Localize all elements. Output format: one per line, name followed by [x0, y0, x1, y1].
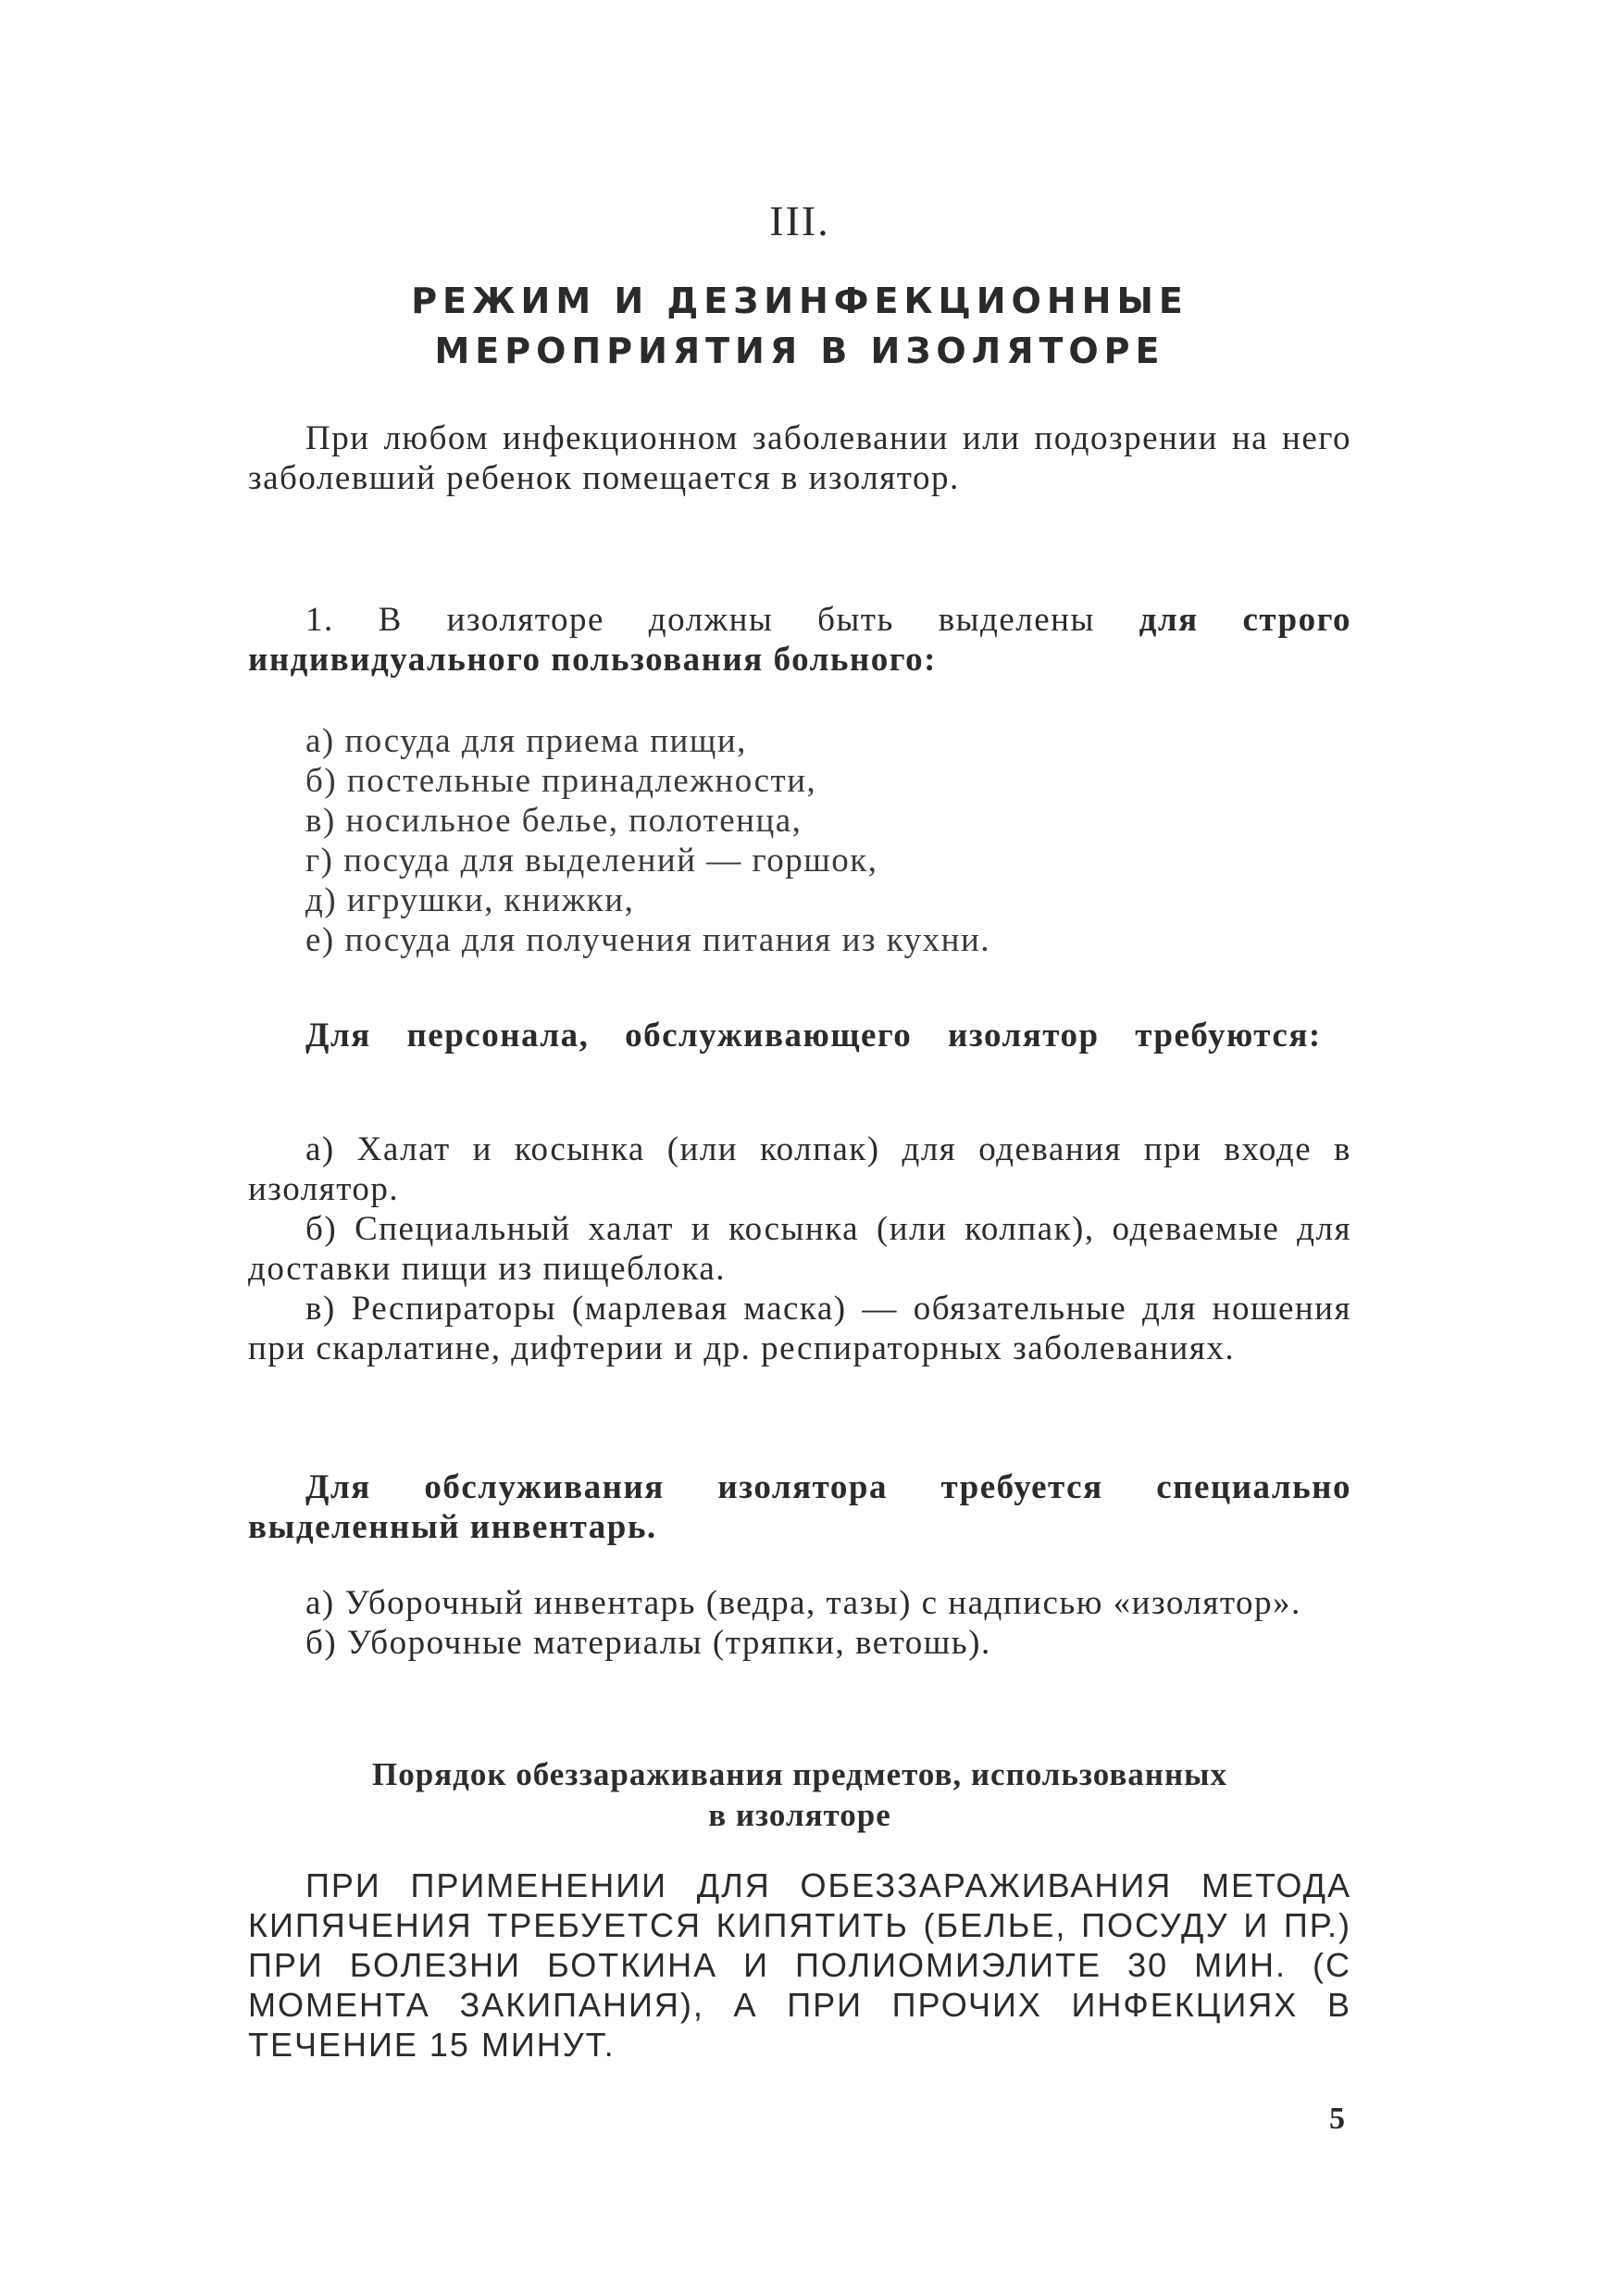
section-title-line-1: РЕЖИМ И ДЕЗИНФЕКЦИОННЫЕ	[411, 281, 1189, 321]
section-number: III.	[769, 197, 830, 244]
inventory-list	[248, 1583, 1351, 1663]
list-item: в) носильное белье, полотенца,	[305, 802, 803, 840]
list-item: б) постельные принадлежности,	[305, 762, 817, 800]
item-1-lead: 1. В изоляторе должны быть выделены	[305, 601, 1139, 639]
page-number: 5	[1329, 2102, 1345, 2136]
list-item: а) посуда для приема пищи,	[305, 722, 747, 760]
inventory-heading: Для обслуживания изолятора требуется специально выделенный инвентарь.	[248, 1468, 1351, 1546]
disinfection-heading-line-2: в изоляторе	[708, 1797, 891, 1833]
list-item: б) Уборочные материалы (тряпки, ветошь).	[305, 1624, 991, 1662]
section-title-line-2: МЕРОПРИЯТИЯ В ИЗОЛЯТОРЕ	[434, 331, 1165, 371]
intro-paragraph: При любом инфекционном заболевании или подозрении на него заболевший ребенок помещается в изолятор.	[248, 419, 1351, 497]
item-1-bold: для строго индивидуального пользования больного:	[248, 601, 1351, 679]
list-item: а) Уборочный инвентарь (ведра, тазы) с надписью «изолятор».	[305, 1584, 1301, 1622]
personnel-heading: Для персонала, обслуживающего изолятор требуются:	[305, 1017, 1322, 1054]
list-item: д) игрушки, книжки,	[305, 881, 635, 919]
item-1-list	[248, 721, 1351, 960]
list-item: а) Халат и косынка (или колпак) для одевания при входе в изолятор.	[248, 1130, 1351, 1208]
disinfection-paragraph: ПРИ ПРИМЕНЕНИИ ДЛЯ ОБЕЗЗАРАЖИВАНИЯ МЕТОДА КИПЯЧЕНИЯ ТРЕБУЕТСЯ КИПЯТИТЬ (БЕЛЬЕ, ПОСУДУ И ПР.) ПРИ БОЛЕЗНИ БОТКИНА И ПОЛИОМИЭЛИТЕ 30 МИН. (С МОМЕНТА ЗАКИПАНИЯ), А ПРИ ПРОЧИХ ИНФЕКЦИЯХ В ТЕЧЕНИЕ 15 МИНУТ.	[248, 1866, 1351, 2064]
section-title	[248, 276, 1351, 376]
disinfection-heading-line-1: Порядок обеззараживания предметов, использованных	[372, 1756, 1227, 1792]
item-1-paragraph	[248, 600, 1351, 680]
list-item: г) посуда для выделений — горшок,	[305, 842, 878, 880]
list-item: б) Специальный халат и косынка (или колпак), одеваемые для доставки пищи из пищеблока.	[248, 1210, 1351, 1288]
list-item: е) посуда для получения питания из кухни.	[305, 921, 991, 959]
list-item: в) Респираторы (марлевая маска) — обязательные для ношения при скарлатине, дифтерии и др. респираторных заболеваниях.	[248, 1290, 1351, 1367]
disinfection-heading	[248, 1754, 1351, 1836]
personnel-list	[248, 1129, 1351, 1368]
